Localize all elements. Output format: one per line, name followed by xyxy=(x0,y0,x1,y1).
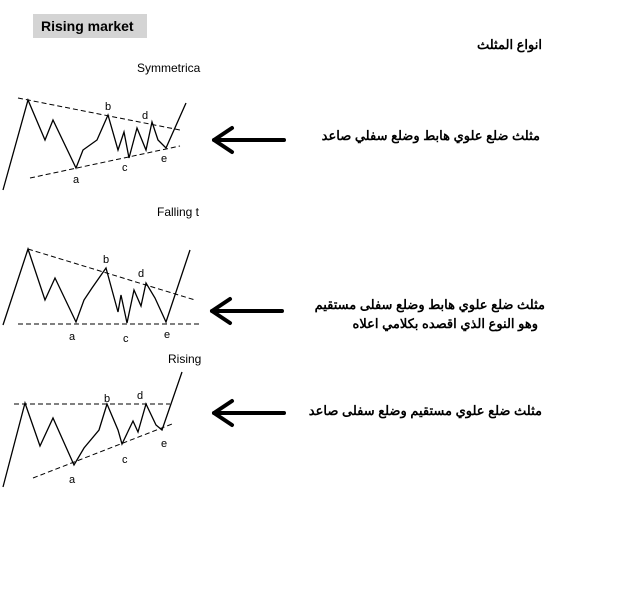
wave-label-a: a xyxy=(69,331,76,343)
wave-label-c: c xyxy=(123,333,129,345)
caption-falling: Falling t xyxy=(157,205,200,219)
rising-lower-trendline xyxy=(33,424,172,478)
rising-triangle-pattern xyxy=(3,372,182,487)
left-arrow-icon xyxy=(212,299,282,323)
wave-label-e: e xyxy=(164,329,171,341)
symmetrical-upper-trendline xyxy=(18,98,180,130)
wave-label-b: b xyxy=(103,254,110,266)
wave-label-d: d xyxy=(137,390,144,402)
description-falling-line2: وهو النوع الذي اقصده بكلامي اعلاه xyxy=(352,316,538,331)
wave-label-c: c xyxy=(122,162,128,174)
falling-price-wave xyxy=(3,249,190,325)
caption-rising: Rising xyxy=(168,352,202,366)
falling-triangle-pattern xyxy=(3,249,200,345)
triangle-types-title: انواع المثلث xyxy=(476,37,542,52)
symmetrical-lower-trendline xyxy=(30,146,180,178)
rising-market-badge: Rising market xyxy=(33,14,147,38)
description-falling-line1: مثلث ضلع علوي هابط وضلع سفلى مستقيم xyxy=(314,297,545,312)
caption-symmetrical: Symmetrica xyxy=(137,61,201,75)
left-arrow-icon xyxy=(214,401,284,425)
wave-label-d: d xyxy=(138,268,145,280)
symmetrical-price-wave xyxy=(3,100,186,190)
wave-label-a: a xyxy=(73,174,80,186)
wave-label-a: a xyxy=(69,474,76,486)
falling-upper-trendline xyxy=(28,249,195,300)
wave-label-b: b xyxy=(105,101,112,113)
wave-label-e: e xyxy=(161,438,168,450)
wave-label-e: e xyxy=(161,153,168,165)
rising-price-wave xyxy=(3,372,182,487)
wave-label-c: c xyxy=(122,454,128,466)
left-arrow-icon xyxy=(214,128,284,152)
wave-label-b: b xyxy=(104,393,111,405)
symmetrical-triangle-pattern xyxy=(3,98,186,190)
description-symmetrical: مثلث ضلع علوي هابط وضلع سفلي صاعد xyxy=(321,128,540,143)
description-rising: مثلث ضلع علوي مستقيم وضلع سفلى صاعد xyxy=(308,403,542,418)
wave-label-d: d xyxy=(142,110,149,122)
